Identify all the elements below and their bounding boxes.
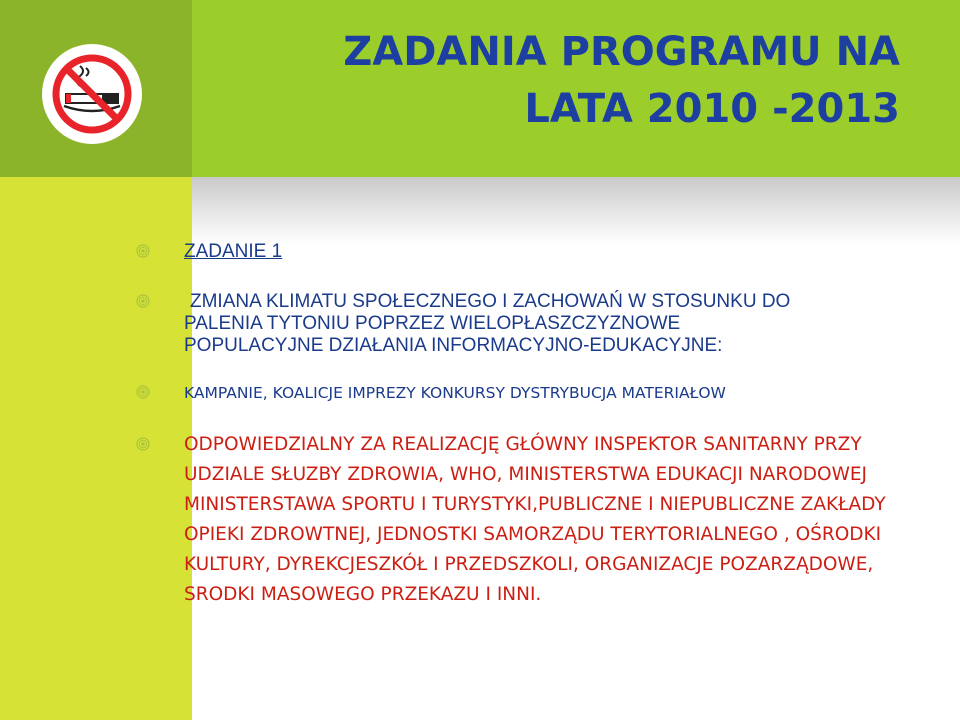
list-item-responsible	[136, 430, 926, 610]
title-line-2: LATA 2010 -2013	[524, 86, 900, 132]
no-smoking-icon	[42, 44, 142, 144]
page-title	[192, 24, 900, 138]
task-description-line-3: POPULACYJNE DZIAŁANIA INFORMACYJNO-EDUKACYJNE:	[184, 335, 723, 356]
list-item-activities	[136, 382, 926, 404]
circle-bullet-icon	[136, 437, 150, 451]
task-description-line-2: PALENIA TYTONIU POPRZEZ WIELOPŁASZCZYZNOWE	[184, 313, 681, 334]
list-item-task-description	[136, 291, 926, 357]
task-label: ZADANIE 1	[184, 241, 283, 262]
bullet-list	[136, 238, 926, 610]
circle-bullet-icon	[136, 244, 150, 258]
activities-text: KAMPANIE, KOALICJE IMPREZY KONKURSY DYSTRYBUCJA MATERIAŁOW	[184, 384, 726, 402]
list-item-task	[136, 241, 926, 263]
circle-bullet-icon	[136, 294, 150, 308]
title-line-1: ZADANIA PROGRAMU NA	[343, 29, 900, 75]
shadow-band	[192, 177, 960, 245]
circle-bullet-icon	[136, 385, 150, 399]
task-description-line-1: ZMIANA KLIMATU SPOŁECZNEGO I ZACHOWAŃ W STOSUNKU DO	[190, 291, 791, 312]
responsible-text: ODPOWIEDZIALNY ZA REALIZACJĘ GŁÓWNY INSPEKTOR SANITARNY PRZY UDZIALE SŁUZBY ZDROWIA, WHO, MINISTERSTWA EDUKACJI NARODOWEJ MINISTERSTAWA SPORTU I TURYSTYKI,PUBLICZNE I NIEPUBLICZNE ZAKŁADY OPIEKI ZDROWTNEJ, JEDNOSTKI SAMORZĄDU TERYTORIALNEGO , OŚRODKI KULTURY, DYREKCJESZKÓŁ I PRZEDSZKOLI, ORGANIZACJE POZARZĄDOWE, SRODKI MASOWEGO PRZEKAZU I INNI.	[184, 434, 886, 605]
